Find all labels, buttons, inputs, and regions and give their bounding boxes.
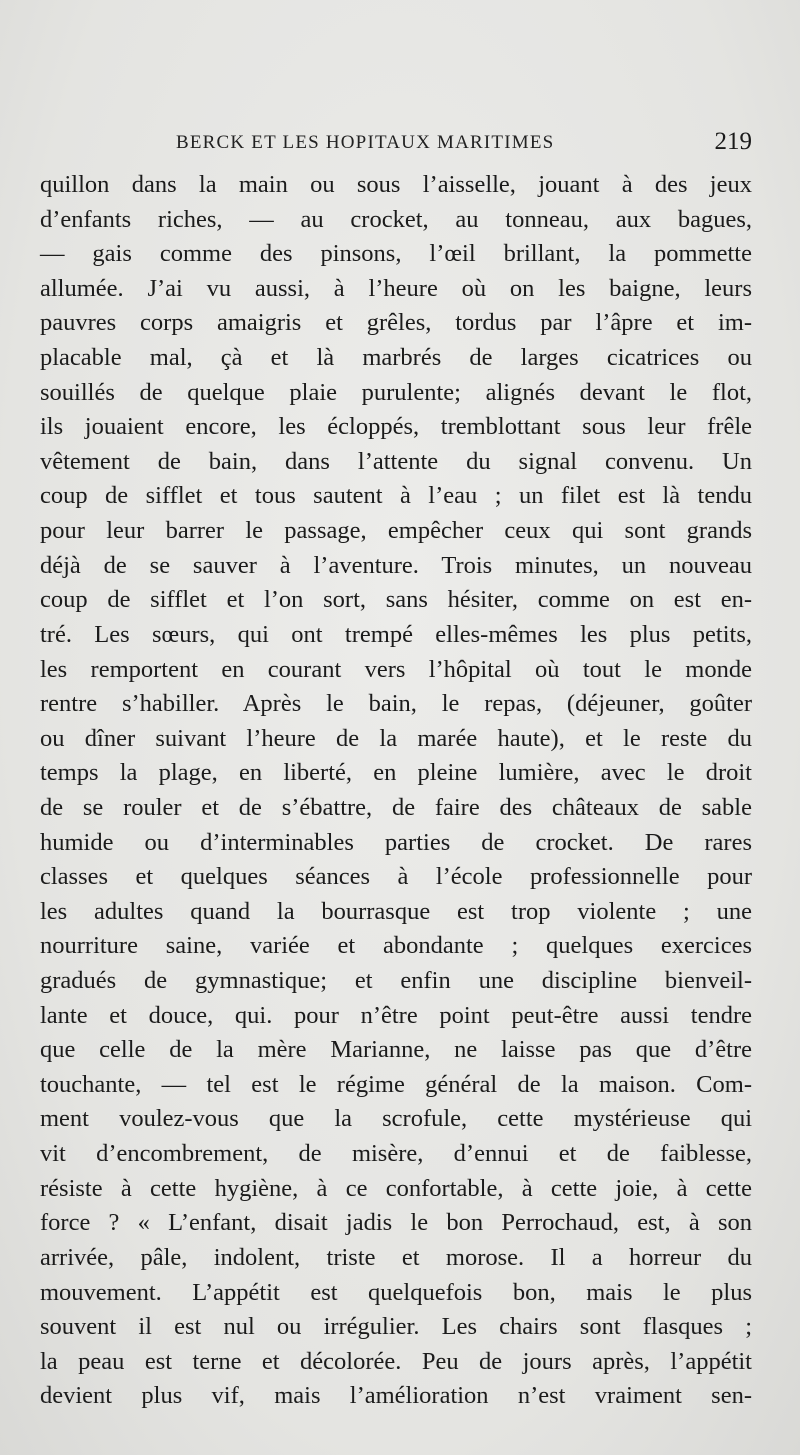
text-line: ment voulez-vous que la scrofule, cette mystérieuse qui — [40, 1105, 752, 1133]
text-line: souillés de quelque plaie purulente; alignés devant le flot, — [40, 378, 752, 406]
running-title: BERCK ET LES HOPITAUX MARITIMES — [176, 132, 555, 153]
text-line: résiste à cette hygiène, à ce confortable, à cette joie, à cette — [40, 1174, 752, 1202]
text-line: rentre s’habiller. Après le bain, le repas, (déjeuner, goûter — [40, 690, 752, 718]
text-line: devient plus vif, mais l’amélioration n’est vraiment sen- — [40, 1382, 752, 1410]
text-line: lante et douce, qui. pour n’être point peut-être aussi tendre — [40, 1001, 752, 1029]
page-header — [40, 128, 752, 158]
text-line: vit d’encombrement, de misère, d’ennui et de faiblesse, — [40, 1140, 752, 1168]
text-line: la peau est terne et décolorée. Peu de jours après, l’appétit — [40, 1347, 752, 1375]
text-line: les remportent en courant vers l’hôpital où tout le monde — [40, 655, 752, 683]
text-line: force ? « L’enfant, disait jadis le bon Perrochaud, est, à son — [40, 1209, 752, 1237]
text-line: classes et quelques séances à l’école professionnelle pour — [40, 863, 752, 891]
text-line: les adultes quand la bourrasque est trop violente ; une — [40, 897, 752, 925]
body-text — [40, 168, 752, 1414]
text-line: quillon dans la main ou sous l’aisselle, jouant à des jeux — [40, 171, 752, 198]
text-line: nourriture saine, variée et abondante ; quelques exercices — [40, 932, 752, 960]
text-line: tré. Les sœurs, qui ont trempé elles-mêmes les plus petits, — [40, 620, 752, 648]
text-line: pour leur barrer le passage, empêcher ceux qui sont grands — [40, 517, 752, 545]
page-number: 219 — [714, 128, 752, 155]
text-line: allumée. J’ai vu aussi, à l’heure où on les baigne, leurs — [40, 274, 752, 302]
text-line: pauvres corps amaigris et grêles, tordus par l’âpre et im- — [40, 309, 752, 337]
text-line: humide ou d’interminables parties de crocket. De rares — [40, 828, 752, 856]
text-line: — gais comme des pinsons, l’œil brillant, la pommette — [40, 240, 752, 268]
text-line: déjà de se sauver à l’aventure. Trois minutes, un nouveau — [40, 551, 752, 579]
text-line: coup de sifflet et l’on sort, sans hésiter, comme on est en- — [40, 586, 752, 614]
text-line: gradués de gymnastique; et enfin une discipline bienveil- — [40, 967, 752, 995]
text-line: de se rouler et de s’ébattre, de faire des châteaux de sable — [40, 793, 752, 821]
text-line: vêtement de bain, dans l’attente du signal convenu. Un — [40, 447, 752, 475]
text-line: souvent il est nul ou irrégulier. Les chairs sont flasques ; — [40, 1313, 752, 1341]
text-line: ils jouaient encore, les écloppés, tremblottant sous leur frêle — [40, 413, 752, 441]
text-line: temps la plage, en liberté, en pleine lumière, avec le droit — [40, 759, 752, 787]
text-line: mouvement. L’appétit est quelquefois bon, mais le plus — [40, 1278, 752, 1306]
text-line: arrivée, pâle, indolent, triste et morose. Il a horreur du — [40, 1243, 752, 1271]
text-line: coup de sifflet et tous sautent à l’eau ; un filet est là tendu — [40, 482, 752, 510]
text-line: que celle de la mère Marianne, ne laisse pas que d’être — [40, 1036, 752, 1064]
text-line: placable mal, çà et là marbrés de larges cicatrices ou — [40, 344, 752, 372]
text-line: touchante, — tel est le régime général de la maison. Com- — [40, 1070, 752, 1098]
text-line: ou dîner suivant l’heure de la marée haute), et le reste du — [40, 724, 752, 752]
text-line: d’enfants riches, — au crocket, au tonneau, aux bagues, — [40, 205, 752, 233]
